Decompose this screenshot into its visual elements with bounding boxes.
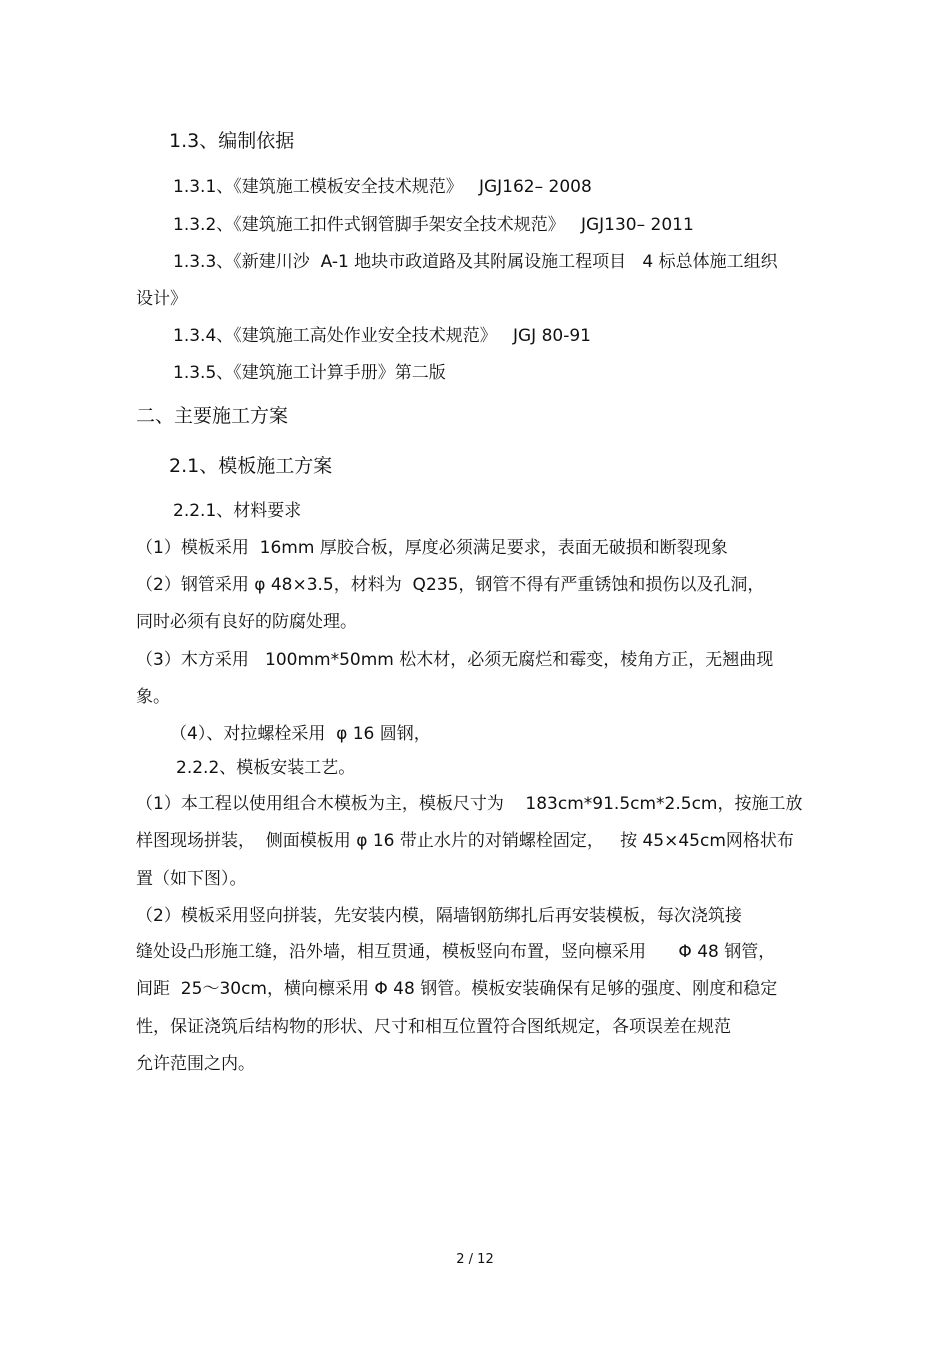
page-number: 2 / 12 bbox=[456, 1252, 494, 1267]
heading-2-2-2: 2.2.2、模板安装工艺。 bbox=[176, 758, 356, 778]
heading-1-3: 1.3、编制依据 bbox=[169, 130, 295, 152]
process-1-line-3: 置（如下图）。 bbox=[136, 869, 247, 889]
heading-2-2-1: 2.2.1、材料要求 bbox=[173, 501, 302, 521]
process-2-line-2: 缝处设凸形施工缝，沿外墙，相互贯通，模板竖向布置，竖向檩采用 Φ 48 钢管， bbox=[136, 942, 776, 962]
process-1-line-2: 样图现场拼装， 侧面模板用 φ 16 带止水片的对销螺栓固定， 按 45×45cm网格状布 bbox=[136, 831, 794, 851]
section-2-heading: 二、主要施工方案 bbox=[136, 405, 289, 427]
process-2-line-5: 允许范围之内。 bbox=[136, 1054, 255, 1074]
reference-1-3-3-continued: 设计》 bbox=[136, 289, 187, 309]
material-requirement-2: （2）钢管采用 φ 48×3.5，材料为 Q235，钢管不得有严重锈蚀和损伤以及孔洞， bbox=[136, 575, 765, 595]
material-requirement-2-continued: 同时必须有良好的防腐处理。 bbox=[136, 612, 357, 632]
heading-2-1: 2.1、模板施工方案 bbox=[169, 455, 333, 477]
reference-1-3-2: 1.3.2、《建筑施工扣件式钢管脚手架安全技术规范》 JGJ130– 2011 bbox=[173, 215, 694, 235]
reference-1-3-5: 1.3.5、《建筑施工计算手册》第二版 bbox=[173, 363, 446, 383]
process-2-line-3: 间距 25～30cm，横向檩采用 Φ 48 钢管。模板安装确保有足够的强度、刚度和稳定 bbox=[136, 979, 778, 999]
process-2: （2）模板采用竖向拼装，先安装内模，隔墙钢筋绑扎后再安装模板，每次浇筑接 bbox=[136, 906, 742, 926]
process-1: （1）本工程以使用组合木模板为主，模板尺寸为 183cm*91.5cm*2.5cm，按施工放 bbox=[136, 794, 803, 814]
reference-1-3-1: 1.3.1、《建筑施工模板安全技术规范》 JGJ162– 2008 bbox=[173, 177, 592, 197]
reference-1-3-4: 1.3.4、《建筑施工高处作业安全技术规范》 JGJ 80-91 bbox=[173, 326, 591, 346]
material-requirement-4: （4）、对拉螺栓采用 φ 16 圆钢， bbox=[170, 724, 431, 744]
material-requirement-3-continued: 象。 bbox=[136, 687, 170, 707]
process-2-line-4: 性，保证浇筑后结构物的形状、尺寸和相互位置符合图纸规定，各项误差在规范 bbox=[136, 1017, 731, 1037]
material-requirement-3: （3）木方采用 100mm*50mm 松木材，必须无腐烂和霉变，棱角方正，无翘曲现 bbox=[136, 650, 774, 670]
reference-1-3-3: 1.3.3、《新建川沙 A-1 地块市政道路及其附属设施工程项目 4 标总体施工组织 bbox=[173, 252, 778, 272]
material-requirement-1: （1）模板采用 16mm 厚胶合板，厚度必须满足要求，表面无破损和断裂现象 bbox=[136, 538, 728, 558]
